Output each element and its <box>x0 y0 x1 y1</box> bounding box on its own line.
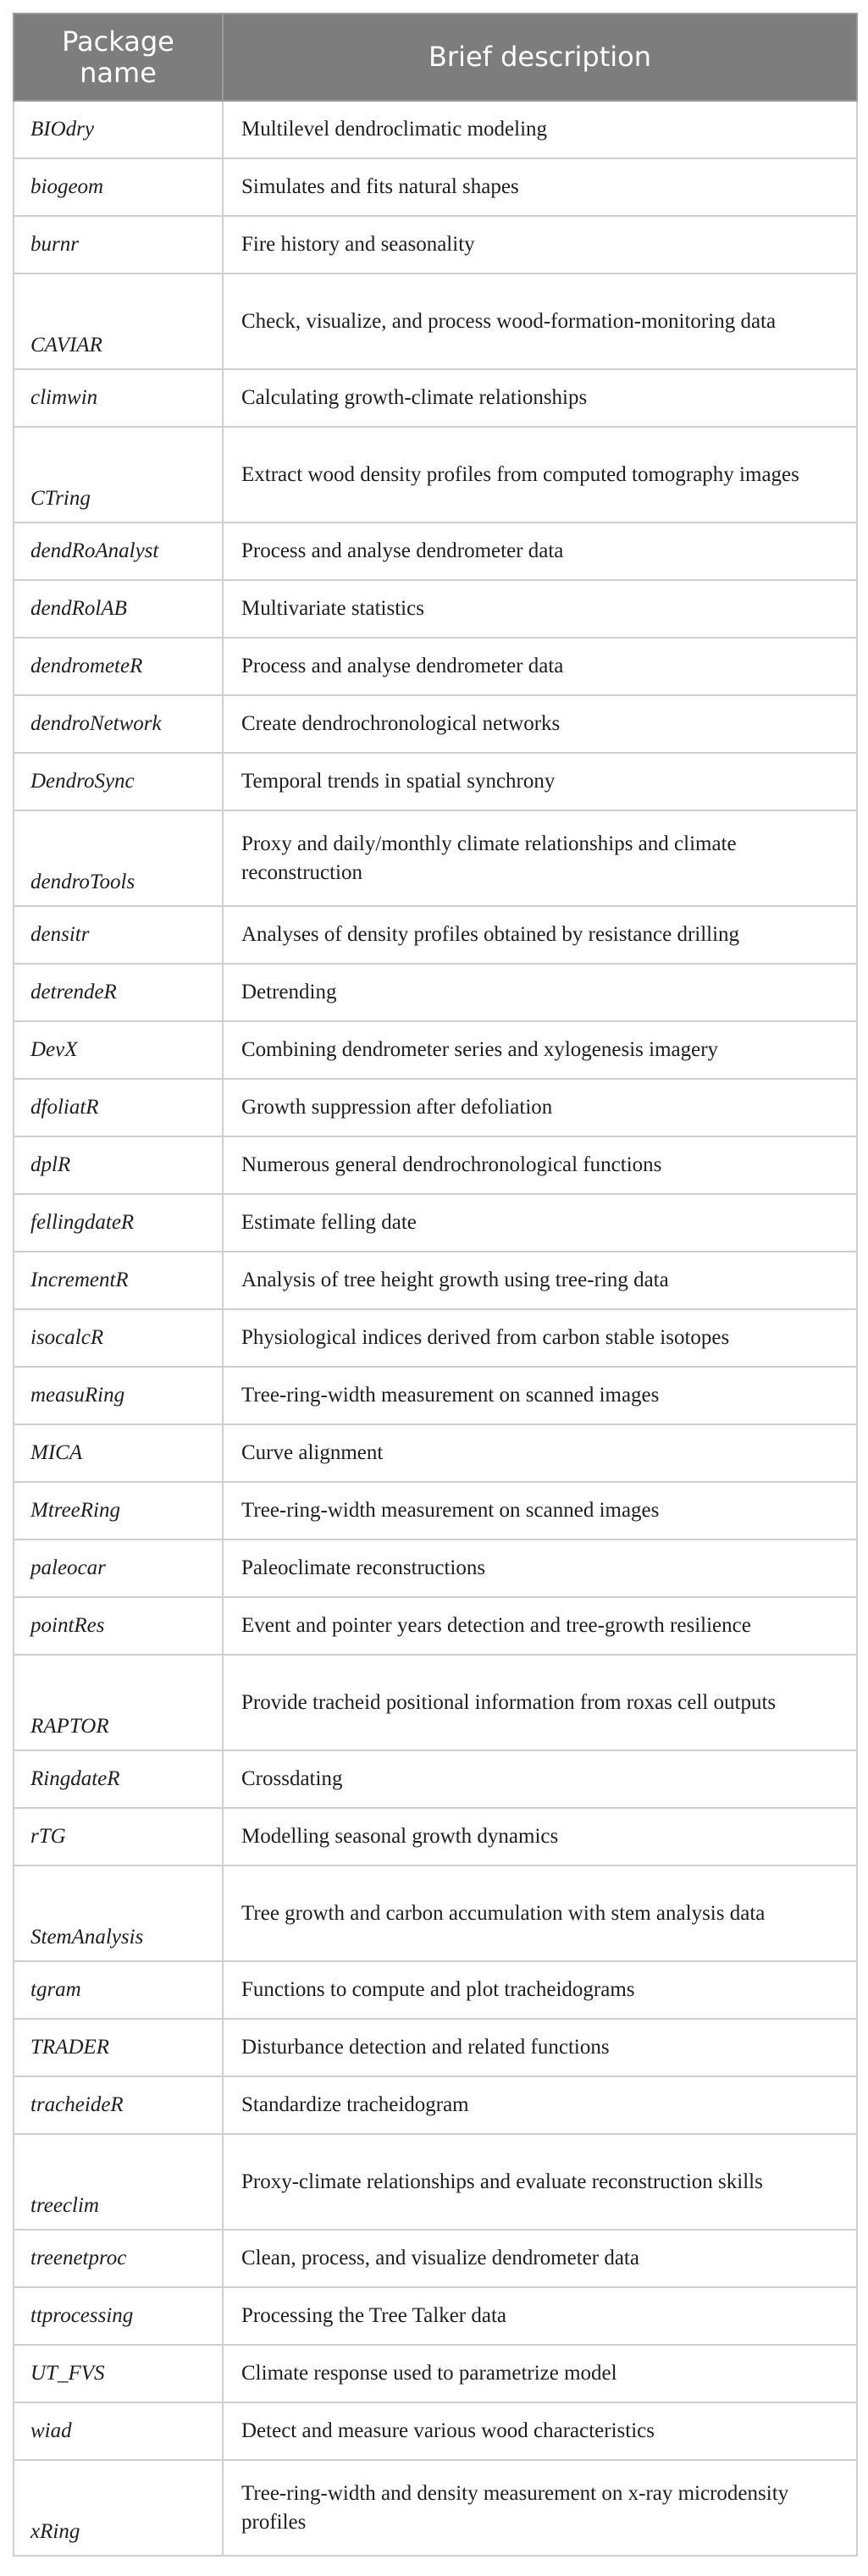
description-cell: Modelling seasonal growth dynamics <box>223 1808 857 1866</box>
package-name-cell: RingdateR <box>14 1750 223 1808</box>
description-cell: Curve alignment <box>223 1424 857 1482</box>
description-cell: Create dendrochronological networks <box>223 695 857 753</box>
package-name-cell: StemAnalysis <box>14 1866 223 1961</box>
table-row <box>14 906 857 964</box>
description-cell: Proxy-climate relationships and evaluate reconstruction skills <box>223 2134 857 2230</box>
header-package-line2: name <box>80 56 157 89</box>
description-cell: Growth suppression after defoliation <box>223 1079 857 1136</box>
package-table-container <box>13 13 856 2557</box>
table-row <box>14 2460 857 2556</box>
table-row <box>14 158 857 216</box>
table-row <box>14 1252 857 1309</box>
description-cell: Multilevel dendroclimatic modeling <box>223 101 857 158</box>
description-cell: Detrending <box>223 964 857 1021</box>
description-cell: Processing the Tree Talker data <box>223 2287 857 2345</box>
table-row <box>14 2345 857 2402</box>
package-name-cell: rTG <box>14 1808 223 1866</box>
description-cell: Climate response used to parametrize model <box>223 2345 857 2402</box>
header-package-name <box>14 14 223 101</box>
description-cell: Process and analyse dendrometer data <box>223 522 857 580</box>
package-name-cell: fellingdateR <box>14 1194 223 1252</box>
description-cell: Clean, process, and visualize dendrometer data <box>223 2230 857 2287</box>
table-row <box>14 2019 857 2076</box>
table-row <box>14 810 857 906</box>
table-row <box>14 580 857 638</box>
table-row <box>14 1540 857 1597</box>
package-name-cell: wiad <box>14 2402 223 2460</box>
table-row <box>14 1750 857 1808</box>
description-cell: Provide tracheid positional information from roxas cell outputs <box>223 1655 857 1750</box>
description-cell: Fire history and seasonality <box>223 216 857 274</box>
package-name-cell: densitr <box>14 906 223 964</box>
header-brief-description: Brief description <box>223 14 857 101</box>
table-row <box>14 2402 857 2460</box>
package-name-cell: BIOdry <box>14 101 223 158</box>
description-cell: Process and analyse dendrometer data <box>223 638 857 695</box>
package-name-cell: MICA <box>14 1424 223 1482</box>
package-name-cell: biogeom <box>14 158 223 216</box>
package-name-cell: measuRing <box>14 1367 223 1424</box>
table-row <box>14 1808 857 1866</box>
description-cell: Calculating growth-climate relationships <box>223 369 857 427</box>
description-cell: Functions to compute and plot tracheidograms <box>223 1961 857 2019</box>
table-row <box>14 1424 857 1482</box>
table-row <box>14 695 857 753</box>
description-cell: Paleoclimate reconstructions <box>223 1540 857 1597</box>
package-name-cell: DendroSync <box>14 753 223 810</box>
description-cell: Multivariate statistics <box>223 580 857 638</box>
package-name-cell: isocalcR <box>14 1309 223 1367</box>
description-cell: Tree growth and carbon accumulation with stem analysis data <box>223 1866 857 1961</box>
table-row <box>14 427 857 522</box>
table-row <box>14 1597 857 1655</box>
description-cell: Detect and measure various wood characteristics <box>223 2402 857 2460</box>
description-cell: Event and pointer years detection and tree-growth resilience <box>223 1597 857 1655</box>
description-cell: Check, visualize, and process wood-formation-monitoring data <box>223 274 857 369</box>
description-cell: Physiological indices derived from carbon stable isotopes <box>223 1309 857 1367</box>
description-cell: Tree-ring-width measurement on scanned images <box>223 1367 857 1424</box>
package-name-cell: TRADER <box>14 2019 223 2076</box>
table-row <box>14 1367 857 1424</box>
package-name-cell: detrendeR <box>14 964 223 1021</box>
description-cell: Temporal trends in spatial synchrony <box>223 753 857 810</box>
package-name-cell: climwin <box>14 369 223 427</box>
package-name-cell: dfoliatR <box>14 1079 223 1136</box>
table-row <box>14 1866 857 1961</box>
description-cell: Standardize tracheidogram <box>223 2076 857 2134</box>
package-name-cell: dendroTools <box>14 810 223 906</box>
description-cell: Analysis of tree height growth using tree-ring data <box>223 1252 857 1309</box>
table-row <box>14 2076 857 2134</box>
description-cell: Combining dendrometer series and xylogenesis imagery <box>223 1021 857 1079</box>
table-header-row <box>14 14 857 101</box>
package-name-cell: MtreeRing <box>14 1482 223 1540</box>
description-cell: Analyses of density profiles obtained by resistance drilling <box>223 906 857 964</box>
table-row <box>14 1194 857 1252</box>
table-row <box>14 101 857 158</box>
table-row <box>14 2287 857 2345</box>
package-name-cell: pointRes <box>14 1597 223 1655</box>
package-name-cell: dendroNetwork <box>14 695 223 753</box>
table-row <box>14 1961 857 2019</box>
package-name-cell: treeclim <box>14 2134 223 2230</box>
table-row <box>14 638 857 695</box>
description-cell: Tree-ring-width measurement on scanned images <box>223 1482 857 1540</box>
package-name-cell: dendRoAnalyst <box>14 522 223 580</box>
package-name-cell: ttprocessing <box>14 2287 223 2345</box>
table-row <box>14 1655 857 1750</box>
package-name-cell: xRing <box>14 2460 223 2556</box>
package-name-cell: RAPTOR <box>14 1655 223 1750</box>
description-cell: Disturbance detection and related functions <box>223 2019 857 2076</box>
description-cell: Simulates and fits natural shapes <box>223 158 857 216</box>
package-name-cell: DevX <box>14 1021 223 1079</box>
package-name-cell: paleocar <box>14 1540 223 1597</box>
table-row <box>14 369 857 427</box>
table-row <box>14 1309 857 1367</box>
table-row <box>14 274 857 369</box>
package-name-cell: tgram <box>14 1961 223 2019</box>
header-package-line1: Package <box>62 25 174 58</box>
description-cell: Estimate felling date <box>223 1194 857 1252</box>
table-row <box>14 2230 857 2287</box>
description-cell: Numerous general dendrochronological functions <box>223 1136 857 1194</box>
package-name-cell: dendrometeR <box>14 638 223 695</box>
table-row <box>14 2134 857 2230</box>
table-row <box>14 1021 857 1079</box>
package-name-cell: tracheideR <box>14 2076 223 2134</box>
package-name-cell: UT_FVS <box>14 2345 223 2402</box>
package-name-cell: dplR <box>14 1136 223 1194</box>
table-body <box>14 101 857 2556</box>
description-cell: Crossdating <box>223 1750 857 1808</box>
package-table <box>13 13 858 2557</box>
table-row <box>14 1136 857 1194</box>
package-name-cell: dendRolAB <box>14 580 223 638</box>
package-name-cell: burnr <box>14 216 223 274</box>
table-row <box>14 964 857 1021</box>
table-row <box>14 522 857 580</box>
description-cell: Tree-ring-width and density measurement on x-ray microdensity profiles <box>223 2460 857 2556</box>
table-row <box>14 753 857 810</box>
package-name-cell: CTring <box>14 427 223 522</box>
package-name-cell: IncrementR <box>14 1252 223 1309</box>
description-cell: Proxy and daily/monthly climate relationships and climate reconstruction <box>223 810 857 906</box>
table-row <box>14 216 857 274</box>
package-name-cell: CAVIAR <box>14 274 223 369</box>
table-row <box>14 1482 857 1540</box>
package-name-cell: treenetproc <box>14 2230 223 2287</box>
description-cell: Extract wood density profiles from computed tomography images <box>223 427 857 522</box>
table-row <box>14 1079 857 1136</box>
